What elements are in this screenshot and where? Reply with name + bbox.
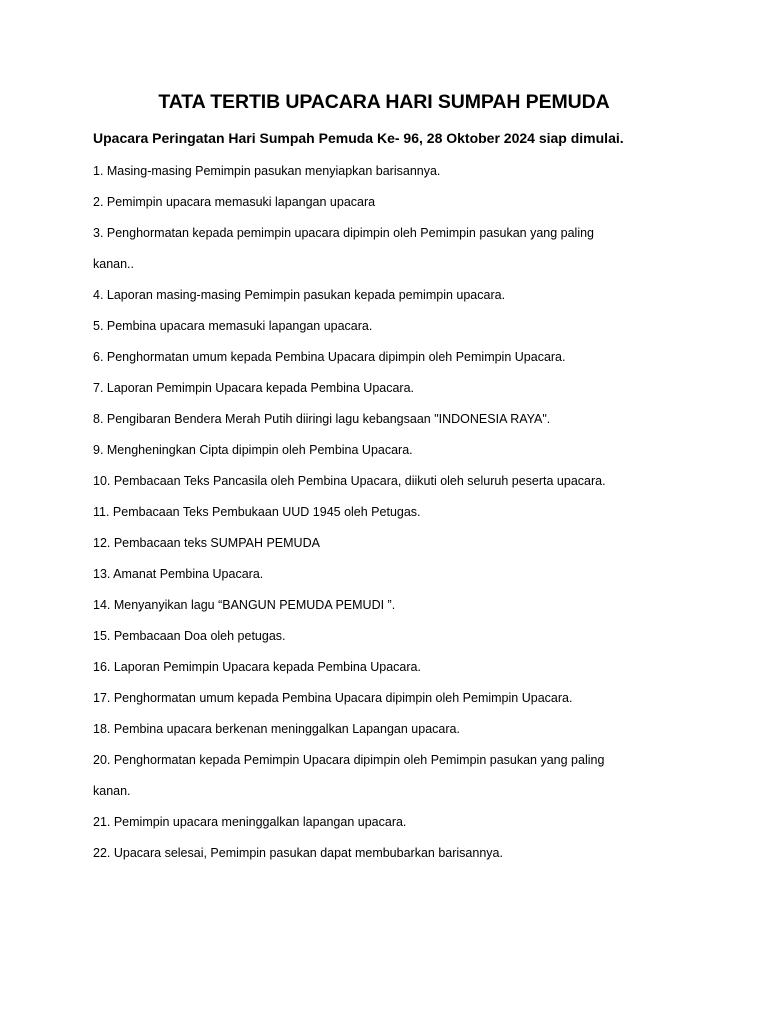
procedure-line: 17. Penghormatan umum kepada Pembina Upacara dipimpin oleh Pemimpin Upacara. bbox=[93, 691, 573, 705]
procedure-line: 1. Masing-masing Pemimpin pasukan menyiapkan barisannya. bbox=[93, 164, 441, 178]
procedure-line: kanan.. bbox=[93, 257, 135, 271]
procedure-line: 11. Pembacaan Teks Pembukaan UUD 1945 oleh Petugas. bbox=[93, 505, 421, 519]
procedure-line: 9. Mengheningkan Cipta dipimpin oleh Pembina Upacara. bbox=[93, 443, 413, 457]
document-subtitle: Upacara Peringatan Hari Sumpah Pemuda Ke- 96, 28 Oktober 2024 siap dimulai. bbox=[93, 130, 624, 146]
procedure-line: 21. Pemimpin upacara meninggalkan lapangan upacara. bbox=[93, 815, 407, 829]
procedure-line: 18. Pembina upacara berkenan meninggalkan Lapangan upacara. bbox=[93, 722, 460, 736]
procedure-line: 6. Penghormatan umum kepada Pembina Upacara dipimpin oleh Pemimpin Upacara. bbox=[93, 350, 566, 364]
procedure-line: 10. Pembacaan Teks Pancasila oleh Pembina Upacara, diikuti oleh seluruh peserta upacara. bbox=[93, 474, 606, 488]
procedure-line: 3. Penghormatan kepada pemimpin upacara dipimpin oleh Pemimpin pasukan yang paling bbox=[93, 226, 595, 240]
procedure-line: 7. Laporan Pemimpin Upacara kepada Pembina Upacara. bbox=[93, 381, 415, 395]
procedure-line: 12. Pembacaan teks SUMPAH PEMUDA bbox=[93, 536, 320, 550]
procedure-line: 4. Laporan masing-masing Pemimpin pasukan kepada pemimpin upacara. bbox=[93, 288, 506, 302]
procedure-line: 5. Pembina upacara memasuki lapangan upacara. bbox=[93, 319, 373, 333]
procedure-line: 2. Pemimpin upacara memasuki lapangan upacara bbox=[93, 195, 376, 209]
procedure-line: 8. Pengibaran Bendera Merah Putih diiringi lagu kebangsaan "INDONESIA RAYA". bbox=[93, 412, 551, 426]
document-title: TATA TERTIB UPACARA HARI SUMPAH PEMUDA bbox=[158, 91, 610, 113]
procedure-line: 14. Menyanyikan lagu “BANGUN PEMUDA PEMUDI ”. bbox=[93, 598, 396, 612]
procedure-line: 15. Pembacaan Doa oleh petugas. bbox=[93, 629, 286, 643]
procedure-line: 13. Amanat Pembina Upacara. bbox=[93, 567, 264, 581]
procedure-line: 16. Laporan Pemimpin Upacara kepada Pembina Upacara. bbox=[93, 660, 421, 674]
procedure-line: kanan. bbox=[93, 784, 131, 798]
procedure-list bbox=[93, 161, 653, 874]
procedure-line: 22. Upacara selesai, Pemimpin pasukan dapat membubarkan barisannya. bbox=[93, 846, 503, 860]
procedure-line: 20. Penghormatan kepada Pemimpin Upacara dipimpin oleh Pemimpin pasukan yang paling bbox=[93, 753, 605, 767]
